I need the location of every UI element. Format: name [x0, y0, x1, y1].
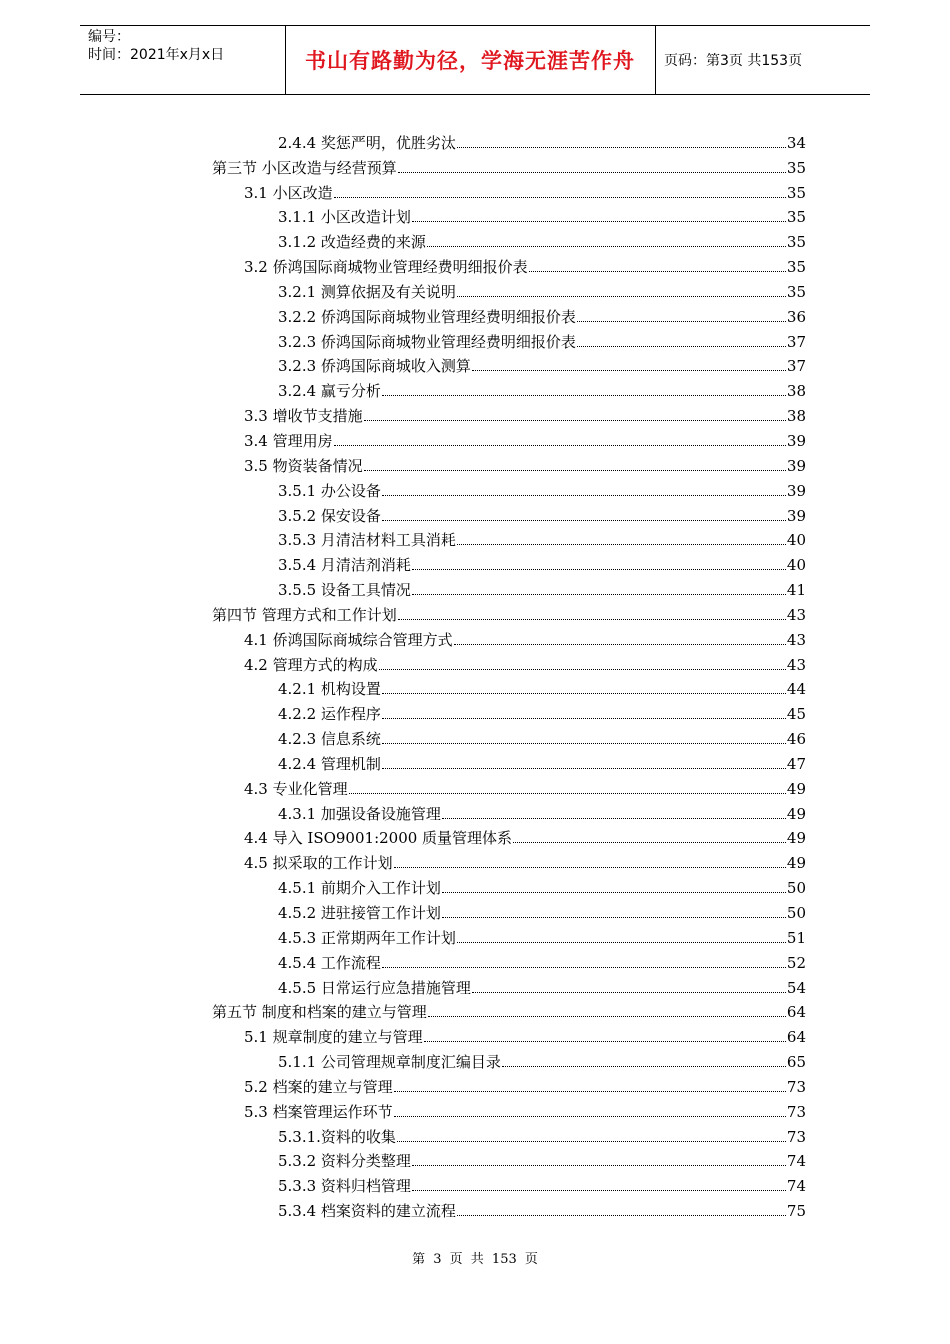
toc-entry-title: 5.1.1 公司管理规章制度汇编目录 — [278, 1053, 501, 1072]
toc-dot-leader — [412, 1189, 786, 1191]
toc-entry-page: 39 — [786, 481, 806, 500]
toc-entry[interactable] — [278, 972, 806, 997]
toc-dot-leader — [382, 494, 786, 496]
toc-entry[interactable] — [244, 1096, 806, 1121]
toc-entry[interactable] — [278, 475, 806, 500]
table-of-contents — [0, 127, 950, 1220]
toc-dot-leader — [382, 742, 786, 744]
document-time: 时间：2021年x月x日 — [88, 47, 225, 63]
toc-entry-page: 73 — [786, 1127, 806, 1146]
toc-dot-leader — [457, 941, 786, 943]
toc-dot-leader — [382, 394, 786, 396]
toc-entry-title: 5.2 档案的建立与管理 — [244, 1077, 393, 1096]
toc-dot-leader — [382, 717, 786, 719]
toc-dot-leader — [457, 1214, 786, 1216]
toc-entry-title: 3.5.1 办公设备 — [278, 481, 381, 500]
toc-entry[interactable] — [244, 649, 806, 674]
toc-entry-page: 45 — [786, 705, 806, 724]
toc-entry[interactable] — [278, 1146, 806, 1171]
toc-entry-title: 5.1 规章制度的建立与管理 — [244, 1028, 423, 1047]
toc-entry-page: 38 — [786, 382, 806, 401]
toc-dot-leader — [457, 146, 786, 148]
toc-entry[interactable] — [278, 127, 806, 152]
toc-dot-leader — [412, 593, 786, 595]
toc-dot-leader — [577, 345, 786, 347]
toc-entry-title: 4.5.1 前期介入工作计划 — [278, 879, 441, 898]
toc-entry[interactable] — [212, 152, 806, 177]
toc-dot-leader — [427, 245, 786, 247]
toc-entry[interactable] — [278, 301, 806, 326]
toc-entry-page: 35 — [786, 233, 806, 252]
toc-dot-leader — [577, 320, 786, 322]
toc-entry-title: 4.5.2 进驻接管工作计划 — [278, 904, 441, 922]
toc-entry[interactable] — [278, 1046, 806, 1071]
toc-dot-leader — [349, 792, 786, 794]
toc-entry-page: 43 — [786, 655, 806, 674]
toc-entry-page: 34 — [786, 133, 806, 152]
toc-entry-page: 74 — [786, 1177, 806, 1196]
toc-entry-page: 73 — [786, 1077, 806, 1096]
toc-entry-title: 4.2.2 运作程序 — [278, 705, 381, 724]
toc-entry-page: 40 — [786, 556, 806, 575]
toc-entry-page: 52 — [786, 953, 806, 972]
toc-entry[interactable] — [278, 375, 806, 400]
toc-entry-page: 49 — [786, 854, 806, 873]
toc-dot-leader — [442, 916, 786, 918]
toc-dot-leader — [334, 444, 786, 446]
toc-entry-title: 4.2.3 信息系统 — [278, 730, 381, 749]
toc-entry-title: 第五节 制度和档案的建立与管理 — [212, 1003, 427, 1022]
toc-entry-page: 38 — [786, 407, 806, 426]
toc-entry-title: 5.3.1.资料的收集 — [278, 1127, 396, 1146]
toc-entry[interactable] — [278, 500, 806, 525]
toc-entry-title: 3.2.3 侨鸿国际商城物业管理经费明细报价表 — [278, 332, 576, 351]
toc-dot-leader — [428, 1015, 786, 1017]
toc-entry-title: 5.3 档案管理运作环节 — [244, 1102, 393, 1121]
header-divider — [655, 26, 656, 94]
toc-entry-title: 2.4.4 奖惩严明，优胜劣汰 — [278, 133, 456, 152]
toc-entry[interactable] — [278, 549, 806, 574]
toc-dot-leader — [397, 1140, 786, 1142]
toc-entry[interactable] — [278, 947, 806, 972]
page-footer: 第 3 页 共 153 页 — [412, 1252, 538, 1267]
toc-entry-title: 3.5.4 月清洁剂消耗 — [278, 556, 411, 575]
header-motto: 书山有路勤为径，学海无涯苦作舟 — [305, 49, 635, 73]
toc-entry[interactable] — [244, 823, 806, 848]
toc-dot-leader — [334, 196, 786, 198]
document-number-label: 编号： — [88, 29, 130, 45]
toc-entry-page: 54 — [786, 978, 806, 997]
toc-entry-page: 49 — [786, 804, 806, 823]
toc-entry[interactable] — [278, 748, 806, 773]
toc-entry[interactable] — [278, 1195, 806, 1220]
toc-entry[interactable] — [278, 723, 806, 748]
toc-entry-title: 3.5 物资装备情况 — [244, 456, 363, 475]
toc-entry-title: 4.5.4 工作流程 — [278, 953, 381, 972]
toc-entry[interactable] — [278, 226, 806, 251]
toc-entry-page: 39 — [786, 506, 806, 525]
toc-entry-page: 49 — [786, 779, 806, 798]
page-header — [80, 25, 870, 95]
toc-entry[interactable] — [278, 674, 806, 699]
toc-entry[interactable] — [244, 450, 806, 475]
toc-entry[interactable] — [244, 251, 806, 276]
toc-entry-page: 37 — [786, 357, 806, 376]
toc-entry-page: 41 — [786, 581, 806, 600]
toc-entry-page: 35 — [786, 282, 806, 301]
toc-entry-title: 3.4 管理用房 — [244, 431, 333, 450]
toc-dot-leader — [379, 668, 786, 670]
toc-entry[interactable] — [244, 773, 806, 798]
toc-entry-title: 第四节 管理方式和工作计划 — [212, 605, 397, 624]
toc-entry-page: 50 — [786, 879, 806, 898]
toc-entry-title: 5.3.2 资料分类整理 — [278, 1152, 411, 1171]
toc-dot-leader — [398, 171, 786, 173]
toc-entry[interactable] — [278, 1121, 806, 1146]
toc-entry-page: 64 — [786, 1003, 806, 1022]
toc-entry[interactable] — [244, 177, 806, 202]
toc-entry[interactable] — [278, 922, 806, 947]
toc-dot-leader — [457, 295, 786, 297]
toc-entry-page: 35 — [786, 158, 806, 177]
toc-dot-leader — [529, 270, 786, 272]
toc-entry-page: 40 — [786, 531, 806, 550]
toc-dot-leader — [394, 1090, 786, 1092]
toc-entry-title: 4.2.1 机构设置 — [278, 680, 381, 699]
toc-dot-leader — [394, 1115, 786, 1117]
toc-entry-title: 4.2.4 管理机制 — [278, 754, 381, 773]
toc-entry-page: 39 — [786, 456, 806, 475]
toc-entry-page: 35 — [786, 258, 806, 277]
toc-entry[interactable] — [244, 1071, 806, 1096]
toc-entry-page: 51 — [786, 928, 806, 947]
toc-entry[interactable] — [278, 574, 806, 599]
toc-entry[interactable] — [278, 326, 806, 351]
toc-entry[interactable] — [278, 897, 806, 922]
toc-dot-leader — [457, 543, 786, 545]
toc-entry[interactable] — [278, 698, 806, 723]
toc-entry-title: 3.1.2 改造经费的来源 — [278, 233, 426, 252]
toc-entry-title: 4.4 导入 ISO9001:2000 质量管理体系 — [244, 829, 513, 848]
toc-entry[interactable] — [278, 525, 806, 550]
toc-entry-page: 75 — [786, 1202, 806, 1221]
toc-dot-leader — [394, 866, 786, 868]
toc-entry-title: 4.5.5 日常运行应急措施管理 — [278, 978, 471, 997]
toc-dot-leader — [364, 469, 786, 471]
toc-dot-leader — [382, 966, 786, 968]
toc-dot-leader — [442, 817, 786, 819]
toc-dot-leader — [412, 1164, 786, 1166]
toc-entry-title: 3.1 小区改造 — [244, 183, 333, 202]
toc-entry-title: 3.2.2 侨鸿国际商城物业管理经费明细报价表 — [278, 307, 576, 326]
toc-entry-page: 50 — [786, 904, 806, 922]
toc-entry-title: 5.3.3 资料归档管理 — [278, 1177, 411, 1196]
toc-entry-page: 44 — [786, 680, 806, 699]
toc-entry-title: 4.3 专业化管理 — [244, 779, 348, 798]
toc-entry-page: 37 — [786, 332, 806, 351]
toc-entry-title: 3.5.3 月清洁材料工具消耗 — [278, 531, 456, 550]
toc-dot-leader — [382, 519, 786, 521]
toc-dot-leader — [442, 891, 786, 893]
toc-entry-title: 4.1 侨鸿国际商城综合管理方式 — [244, 630, 453, 649]
toc-dot-leader — [454, 643, 786, 645]
toc-entry[interactable] — [278, 872, 806, 897]
toc-entry-title: 第三节 小区改造与经营预算 — [212, 158, 397, 177]
toc-dot-leader — [398, 618, 786, 620]
toc-entry[interactable] — [244, 1021, 806, 1046]
toc-entry[interactable] — [244, 624, 806, 649]
toc-entry[interactable] — [212, 599, 806, 624]
toc-entry-page: 36 — [786, 307, 806, 326]
toc-entry-title: 3.2.1 测算依据及有关说明 — [278, 282, 456, 301]
toc-entry-page: 35 — [786, 183, 806, 202]
header-page-info: 页码：第3页 共153页 — [664, 53, 803, 69]
toc-entry[interactable] — [278, 798, 806, 823]
toc-entry-title: 3.5.2 保安设备 — [278, 506, 381, 525]
toc-entry-title: 4.3.1 加强设备设施管理 — [278, 804, 441, 823]
toc-entry-page: 49 — [786, 829, 806, 848]
toc-entry-page: 39 — [786, 431, 806, 450]
toc-entry-title: 3.5.5 设备工具情况 — [278, 581, 411, 600]
toc-entry-page: 65 — [786, 1053, 806, 1072]
toc-entry-title: 5.3.4 档案资料的建立流程 — [278, 1202, 456, 1221]
toc-dot-leader — [382, 692, 786, 694]
toc-entry[interactable] — [278, 276, 806, 301]
toc-dot-leader — [513, 841, 786, 843]
toc-entry[interactable] — [212, 997, 806, 1022]
toc-entry[interactable] — [278, 202, 806, 227]
toc-entry-title: 3.2 侨鸿国际商城物业管理经费明细报价表 — [244, 258, 528, 277]
toc-dot-leader — [424, 1040, 786, 1042]
toc-entry-title: 3.3 增收节支措施 — [244, 407, 363, 426]
toc-entry[interactable] — [278, 351, 806, 376]
toc-dot-leader — [472, 991, 786, 993]
toc-entry-page: 43 — [786, 630, 806, 649]
toc-entry-page: 73 — [786, 1102, 806, 1121]
header-meta — [88, 28, 288, 64]
toc-entry-page: 35 — [786, 208, 806, 227]
toc-dot-leader — [364, 419, 786, 421]
toc-entry-title: 4.5 拟采取的工作计划 — [244, 854, 393, 873]
toc-dot-leader — [412, 568, 786, 570]
toc-entry-page: 64 — [786, 1028, 806, 1047]
toc-entry[interactable] — [244, 847, 806, 872]
toc-entry-title: 3.1.1 小区改造计划 — [278, 208, 411, 227]
toc-dot-leader — [502, 1065, 786, 1067]
toc-entry-title: 3.2.3 侨鸿国际商城收入测算 — [278, 357, 471, 376]
toc-entry-page: 74 — [786, 1152, 806, 1171]
toc-dot-leader — [412, 220, 786, 222]
toc-entry[interactable] — [244, 400, 806, 425]
toc-entry-title: 3.2.4 赢亏分析 — [278, 382, 381, 401]
toc-dot-leader — [472, 369, 786, 371]
toc-entry-page: 46 — [786, 730, 806, 749]
toc-entry[interactable] — [278, 1170, 806, 1195]
toc-entry-page: 43 — [786, 605, 806, 624]
toc-entry-page: 47 — [786, 754, 806, 773]
toc-entry-title: 4.5.3 正常期两年工作计划 — [278, 928, 456, 947]
toc-dot-leader — [382, 767, 786, 769]
toc-entry-title: 4.2 管理方式的构成 — [244, 655, 378, 674]
toc-entry[interactable] — [244, 425, 806, 450]
